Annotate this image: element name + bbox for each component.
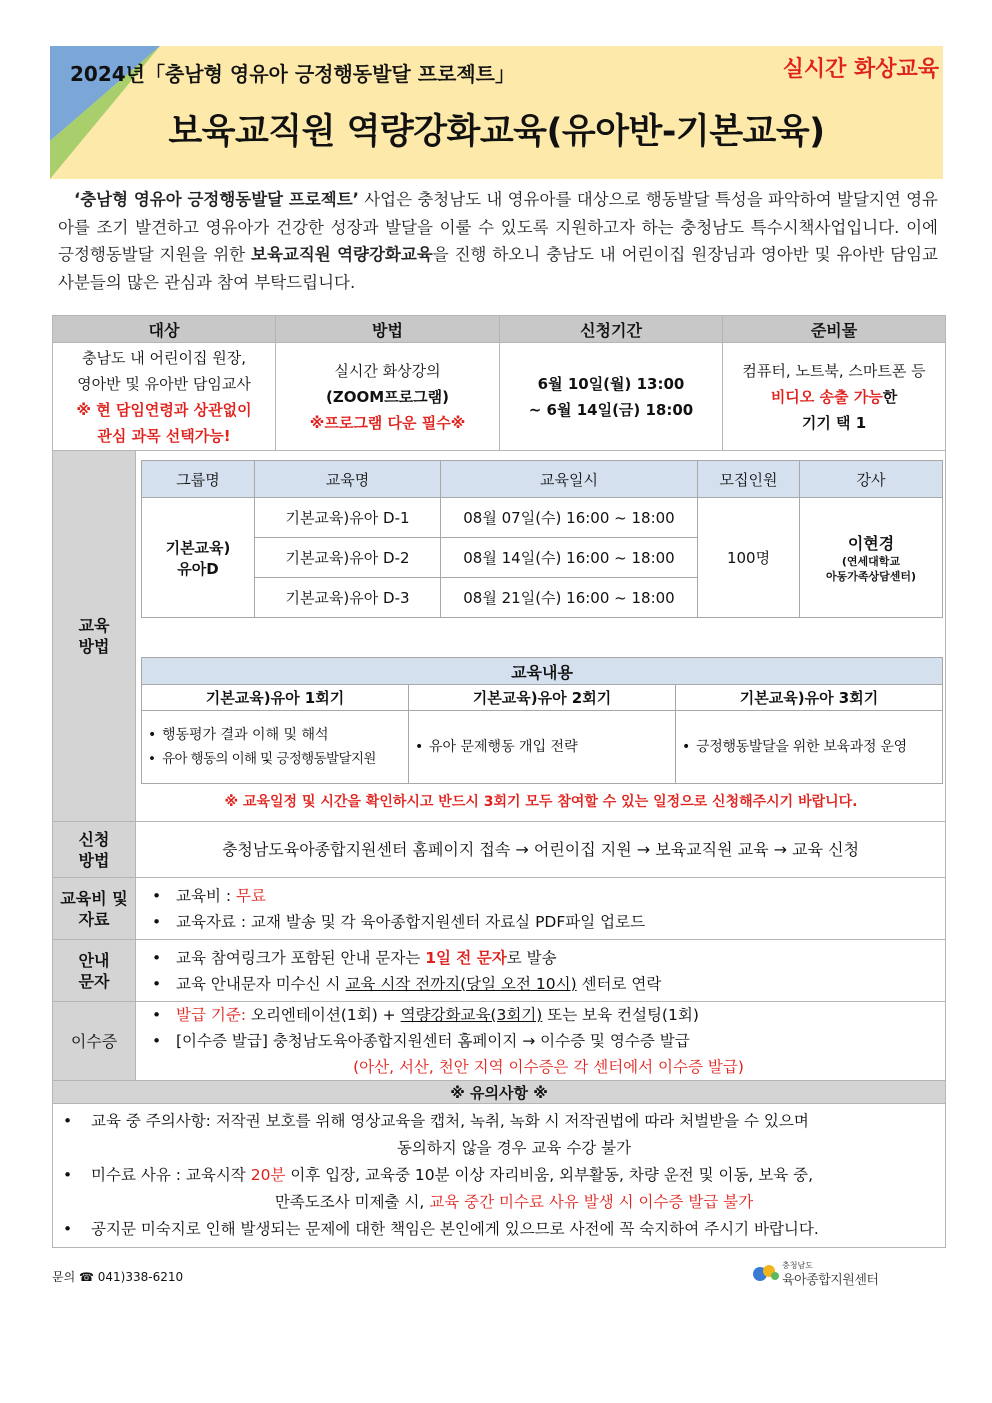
header-period: 신청기간: [500, 316, 723, 343]
certificate-item-2: • [이수증 발급] 충청남도육아종합지원센터 홈페이지 → 이수증 및 영수증 발급: [152, 1028, 945, 1054]
education-row: [53, 451, 946, 822]
content-header: 교육내용: [142, 658, 943, 685]
contact-info: 문의 ☎ 041)338-6210: [52, 1270, 184, 1284]
center-logo: [752, 1260, 932, 1286]
session-datetime: 08월 14일(수) 16:00 ~ 18:00: [441, 538, 698, 578]
sched-h-capacity: 모집인원: [698, 461, 800, 498]
content-table: [141, 657, 943, 784]
sched-h-instructor: 강사: [800, 461, 943, 498]
method-cell: [276, 343, 500, 451]
round-2-body: [409, 711, 676, 784]
round-3-body: [676, 711, 943, 784]
overview-row: [53, 343, 946, 451]
header-target: 대상: [53, 316, 276, 343]
certificate-note: (아산, 서산, 천안 지역 이수증은 각 센터에서 이수증 발급): [353, 1058, 744, 1076]
period-cell: [500, 343, 723, 451]
round-3-title: 기본교육)유아 3회기: [676, 685, 943, 711]
certificate-item-1: • 발급 기준: 오리엔테이션(1회) + 역량강화교육(3회기) 또는 보육 컨설팅(1회): [152, 1002, 945, 1028]
material-item: • 교육자료 : 교재 발송 및 각 육아종합지원센터 자료실 PDF파일 업로드: [152, 909, 945, 935]
education-side-label: 교육 방법: [53, 451, 136, 822]
logo-small-text: 충청남도: [782, 1261, 813, 1270]
target-note-2: 관심 과목 선택가능!: [97, 426, 231, 445]
period-line-2: ~ 6월 14일(금) 18:00: [528, 400, 694, 419]
prep-line-3: 기기 택 1: [801, 413, 867, 432]
fee-row: [53, 878, 946, 940]
schedule-header-row: [142, 461, 943, 498]
notice-cell: [136, 940, 946, 1002]
caution-item-2: • 미수료 사유 : 교육시작 20분 이후 입장, 교육중 10분 이상 자리비움, 외부활동, 차량 운전 및 이동, 보육 중, 만족도조사 미제출 시, 교육 중간 미수료 사유 발생 시 이수증 발급 불가: [63, 1162, 937, 1216]
notice-item-1: • 교육 참여링크가 포함된 안내 문자는 1일 전 문자로 발송: [152, 945, 945, 971]
list-item: • 행동평가 결과 이해 및 해석: [148, 723, 408, 747]
intro-project-name: ‘충남형 영유아 긍정행동발달 프로젝트’: [73, 190, 359, 209]
certificate-cell: [136, 1002, 946, 1081]
intro-text-1: 사업은 충청남도 내 영유아를 대상으로 행동발달 특성을 파악하여 발달지연 영유아를 조기 발견하고 영유아가 건강한 성장과 발달을 이룰 수 있도록 지원하고자 하는 충청남도 특수시책사업입니다. 이에 긍정행동발달 지원을 위한: [58, 190, 938, 264]
target-cell: [53, 343, 276, 451]
fee-side-label: 교육비 및 자료: [53, 878, 136, 940]
overview-header-row: [53, 316, 946, 343]
session-datetime: 08월 07일(수) 16:00 ~ 18:00: [441, 498, 698, 538]
list-item: • 긍정행동발달을 위한 보육과정 운영: [682, 735, 942, 759]
fee-item: • 교육비 : 무료: [152, 883, 945, 909]
instructor-cell: [800, 498, 943, 618]
group-cell: 기본교육) 유아D: [142, 498, 255, 618]
round-1-body: [142, 711, 409, 784]
logo-icon: [752, 1262, 780, 1284]
header-prep: 준비물: [723, 316, 946, 343]
method-note: ※프로그램 다운 필수※: [309, 413, 466, 432]
fee-value: 무료: [236, 886, 266, 905]
target-note-1: ※ 현 담임연령과 상관없이: [76, 400, 252, 419]
target-line-2: 영아반 및 유아반 담임교사: [77, 374, 251, 393]
period-line-1: 6월 10일(월) 13:00: [537, 374, 685, 393]
session-datetime: 08월 21일(수) 16:00 ~ 18:00: [441, 578, 698, 618]
instructor-name: 이현경: [847, 534, 895, 553]
education-cell: [136, 451, 946, 822]
page-title: 보육교직원 역량강화교육(유아반-기본교육): [168, 112, 825, 152]
caution-cell: [53, 1104, 946, 1248]
caution-row: [53, 1104, 946, 1248]
fee-cell: [136, 878, 946, 940]
capacity-cell: 100명: [698, 498, 800, 618]
notice-side-label: 안내 문자: [53, 940, 136, 1002]
intro-highlight: 보육교직원 역량강화교육: [251, 245, 433, 264]
main-table: [52, 315, 946, 1248]
notice-item-2: • 교육 안내문자 미수신 시 교육 시작 전까지(당일 오전 10시) 센터로 연락: [152, 971, 945, 997]
prep-red: 비디오 송출 가능: [770, 387, 883, 406]
round-1-title: 기본교육)유아 1회기: [142, 685, 409, 711]
intro-text-2: 을 진행 하오니 충남도 내 어린이집 원장님과 영아반 및 유아반 담임교사분들의 많은 관심과 참여 부탁드립니다.: [58, 245, 938, 292]
logo-big-text: 육아종합지원센터: [782, 1273, 879, 1288]
round-2-title: 기본교육)유아 2회기: [409, 685, 676, 711]
caution-header-row: [53, 1081, 946, 1104]
apply-steps: 충청남도육아종합지원센터 홈페이지 접속 → 어린이집 지원 → 보육교직원 교육 → 교육 신청: [136, 822, 946, 878]
prep-cell: [723, 343, 946, 451]
prep-line-1: 컴퓨터, 노트북, 스마트폰 등: [742, 361, 926, 380]
prep-after-red: 한: [882, 387, 898, 406]
method-line-2: (ZOOM프로그램): [326, 387, 449, 406]
certificate-row: [53, 1002, 946, 1081]
header-method: 방법: [276, 316, 500, 343]
sched-h-name: 교육명: [255, 461, 441, 498]
session-name: 기본교육)유아 D-1: [255, 498, 441, 538]
intro-paragraph: [58, 186, 938, 296]
caution-item-3: • 공지문 미숙지로 인해 발생되는 문제에 대한 책임은 본인에게 있으므로 사전에 꼭 숙지하여 주시기 바랍니다.: [63, 1216, 937, 1243]
notice-row: [53, 940, 946, 1002]
apply-row: [53, 822, 946, 878]
table-row: [142, 498, 943, 538]
schedule-table: [141, 460, 943, 618]
apply-side-label: 신청 방법: [53, 822, 136, 878]
schedule-note: ※ 교육일정 및 시간을 확인하시고 반드시 3회기 모두 참여할 수 있는 일정으로 신청해주시기 바랍니다.: [224, 794, 858, 810]
method-line-1: 실시간 화상강의: [334, 361, 441, 380]
certificate-side-label: 이수증: [53, 1002, 136, 1081]
banner-subtitle: 2024년「충남형 영유아 긍정행동발달 프로젝트」: [70, 62, 515, 86]
session-name: 기본교육)유아 D-3: [255, 578, 441, 618]
instructor-aff-1: (연세대학교: [841, 555, 901, 568]
instructor-aff-2: 아동가족상담센터): [825, 570, 917, 583]
sched-h-group: 그룹명: [142, 461, 255, 498]
live-label: 실시간 화상교육: [782, 57, 939, 82]
session-name: 기본교육)유아 D-2: [255, 538, 441, 578]
caution-item-1: • 교육 중 주의사항: 저작권 보호를 위해 영상교육을 캡처, 녹취, 녹화 시 저작권법에 따라 처벌받을 수 있으며 동의하지 않을 경우 교육 수강 불가: [63, 1108, 937, 1162]
target-line-1: 충남도 내 어린이집 원장,: [82, 348, 246, 367]
list-item: • 유아 문제행동 개입 전략: [415, 735, 675, 759]
sched-h-datetime: 교육일시: [441, 461, 698, 498]
header-banner: [50, 46, 943, 179]
list-item: • 유아 행동의 이해 및 긍정행동발달지원: [148, 747, 408, 771]
caution-header: ※ 유의사항 ※: [53, 1081, 946, 1104]
